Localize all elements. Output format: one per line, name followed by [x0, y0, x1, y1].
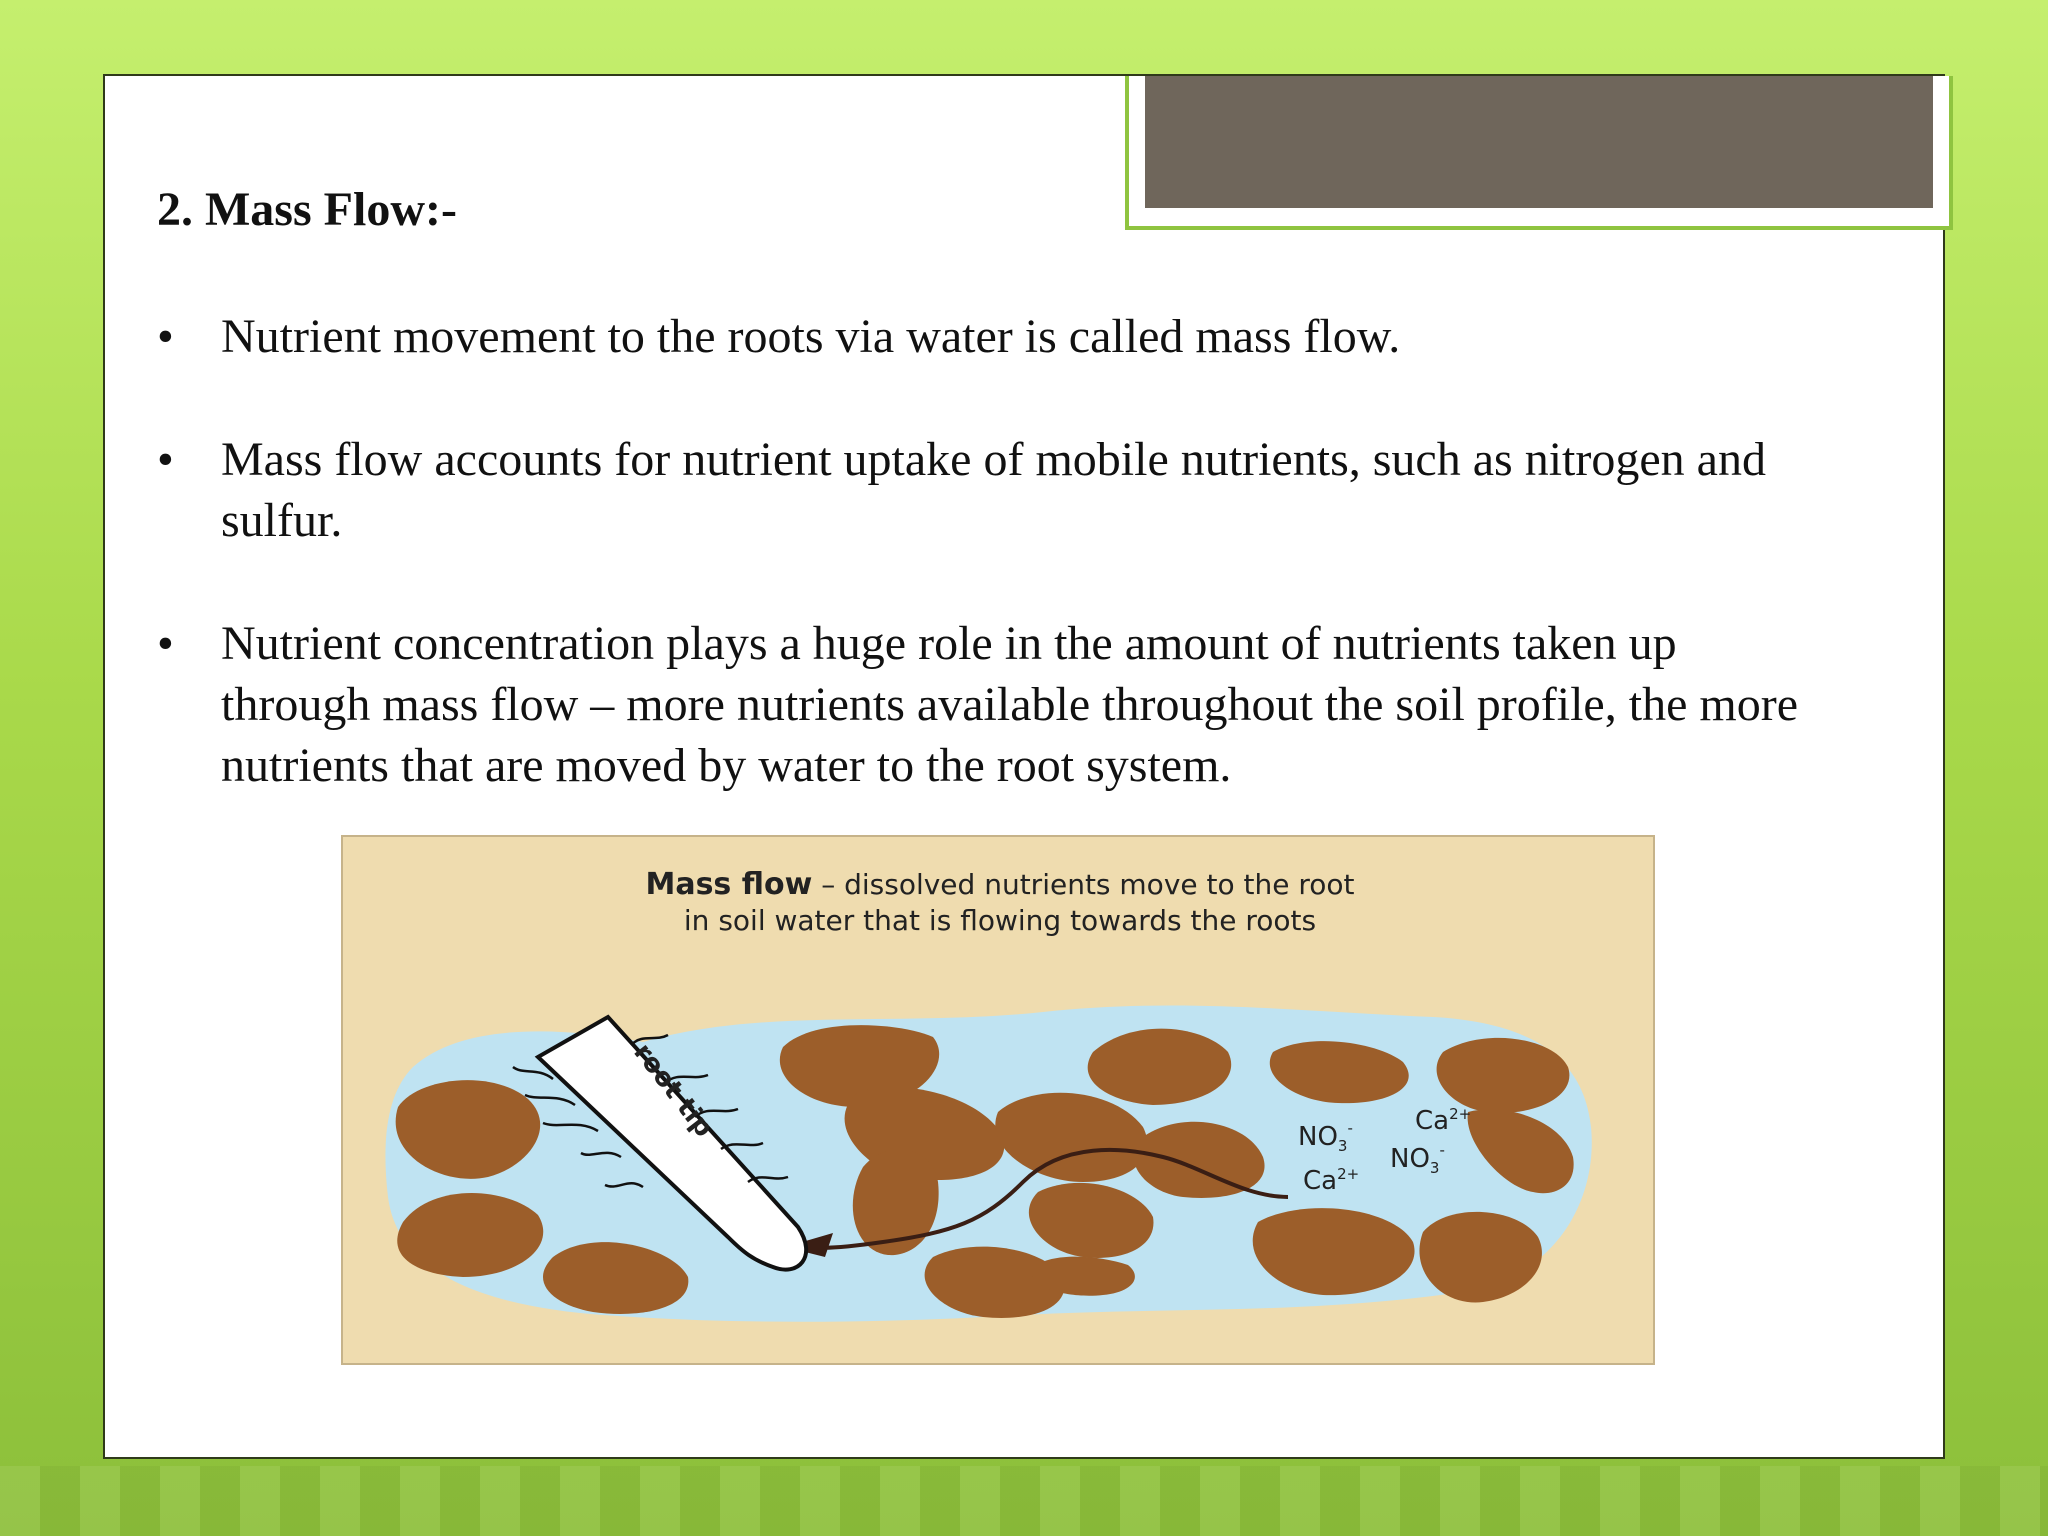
bullet-text: Nutrient concentration plays a huge role in the amount of nutrients taken up through mass flow – more nutrients available throughout the soil profile, the more nutrients that are moved by water to the root system. — [221, 617, 1798, 792]
title-tab — [1125, 76, 1953, 230]
ion-label: $Ca^{2+}$ — [1303, 1165, 1360, 1196]
bullet-item — [157, 429, 1817, 551]
bullet-dot: • — [157, 310, 174, 363]
title-bar — [1145, 76, 1933, 208]
bullet-item — [157, 306, 1817, 367]
caption-line1: – dissolved nutrients move to the root — [812, 868, 1355, 901]
caption-line2: in soil water that is flowing towards the roots — [683, 904, 1317, 937]
ion-label: $NO_3^-$ — [1298, 1119, 1353, 1155]
bullet-item — [157, 613, 1817, 796]
slide-heading: 2. Mass Flow:- — [157, 183, 457, 236]
ion-label: $Ca^{2+}$ — [1415, 1105, 1472, 1136]
ion-label: $NO_3^-$ — [1390, 1141, 1445, 1177]
diagram-caption — [343, 867, 1657, 939]
soil-particle — [1419, 1212, 1541, 1303]
bullet-text: Mass flow accounts for nutrient uptake of mobile nutrients, such as nitrogen and sulfur. — [221, 433, 1766, 547]
bullet-list — [157, 306, 1817, 858]
background-stripes — [0, 1466, 2048, 1536]
bullet-text: Nutrient movement to the roots via water is called mass flow. — [221, 310, 1401, 363]
caption-bold: Mass flow — [645, 867, 813, 902]
mass-flow-diagram — [341, 835, 1655, 1365]
bullet-dot: • — [157, 617, 174, 670]
bullet-dot: • — [157, 433, 174, 486]
root-tip-label: root tip — [627, 1037, 719, 1143]
